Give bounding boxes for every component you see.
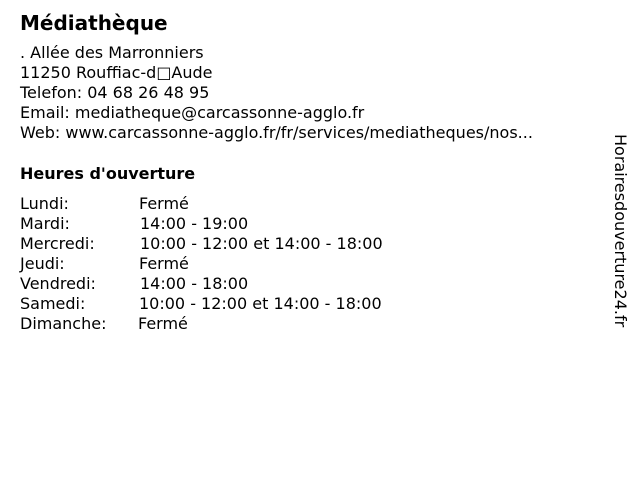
day-hours: 10:00 - 12:00 et 14:00 - 18:00 [140, 234, 383, 253]
day-label: Dimanche: [20, 314, 107, 333]
web-line: Web: www.carcassonne-agglo.fr/fr/services/mediatheques/nos... [20, 123, 533, 142]
day-hours: Fermé [139, 254, 189, 273]
day-hours: 14:00 - 18:00 [140, 274, 249, 293]
email-line: Email: mediatheque@carcassonne-agglo.fr [20, 103, 365, 122]
phone-line: Telefon: 04 68 26 48 95 [20, 83, 210, 102]
hours-heading: Heures d'ouverture [20, 164, 196, 183]
day-label: Jeudi: [20, 254, 65, 273]
day-label: Samedi: [20, 294, 86, 313]
contact-block [20, 43, 533, 143]
day-label: Vendredi: [20, 274, 96, 293]
day-hours: Fermé [139, 194, 189, 213]
day-hours: 10:00 - 12:00 et 14:00 - 18:00 [139, 294, 382, 313]
place-title: Médiathèque [20, 11, 168, 35]
day-label: Lundi: [20, 194, 69, 213]
day-hours: Fermé [138, 314, 188, 333]
street-address: . Allée des Marronniers [20, 43, 204, 62]
day-hours: 14:00 - 19:00 [140, 214, 249, 233]
city-address: 11250 Rouffiac-d□Aude [20, 63, 213, 82]
day-label: Mardi: [20, 214, 70, 233]
site-watermark: Horairesdouverture24.fr [611, 134, 630, 328]
day-label: Mercredi: [20, 234, 95, 253]
